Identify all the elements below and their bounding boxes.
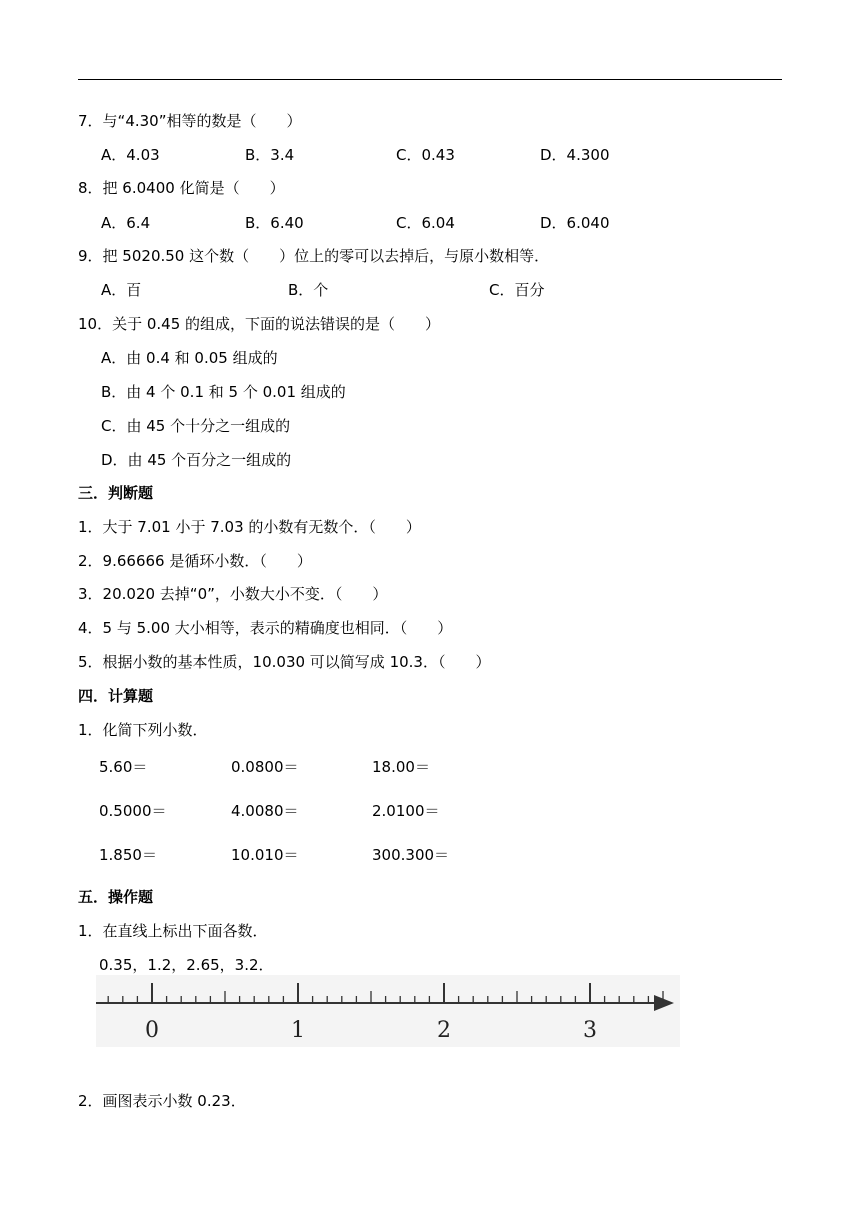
question-7-option-c: C．0.43 [396, 146, 455, 164]
number-line [96, 975, 680, 1047]
calc-item: 0.5000＝ [99, 802, 167, 820]
section-3-title: 三．判断题 [78, 484, 154, 502]
judgement-item-4: 4．5 与 5.00 大小相等，表示的精确度也相同．（ ） [78, 619, 453, 637]
operation-question-2: 2．画图表示小数 0.23． [78, 1092, 246, 1110]
numbers-to-mark: 0.35，1.2，2.65，3.2． [99, 956, 274, 974]
question-8-stem: 8．把 6.0400 化简是（ ） [78, 179, 285, 197]
question-7-option-a: A．4.03 [101, 146, 160, 164]
question-9-option-b: B．个 [288, 281, 329, 299]
question-8-option-c: C．6.04 [396, 214, 455, 232]
judgement-item-3: 3．20.020 去掉“0”，小数大小不变．（ ） [78, 585, 388, 603]
question-7-stem: 7．与“4.30”相等的数是（ ） [78, 112, 302, 130]
calc-item: 1.850＝ [99, 846, 157, 864]
tick-label-1: 1 [291, 1018, 305, 1043]
question-10-stem: 10．关于 0.45 的组成，下面的说法错误的是（ ） [78, 315, 441, 333]
question-10-option-c: C．由 45 个十分之一组成的 [101, 417, 291, 435]
question-10-option-a: A．由 0.4 和 0.05 组成的 [101, 349, 278, 367]
question-9-stem: 9．把 5020.50 这个数（ ）位上的零可以去掉后，与原小数相等． [78, 247, 550, 265]
header-rule [78, 79, 782, 80]
question-7-option-d: D．4.300 [540, 146, 610, 164]
question-8-option-b: B．6.40 [245, 214, 304, 232]
judgement-item-2: 2．9.66666 是循环小数．（ ） [78, 552, 312, 570]
question-8-option-a: A．6.4 [101, 214, 151, 232]
number-line-arrowhead [654, 995, 674, 1011]
calc-item: 0.0800＝ [231, 758, 299, 776]
question-9-option-a: A．百 [101, 281, 142, 299]
calc-item: 10.010＝ [231, 846, 299, 864]
tick-label-3: 3 [583, 1018, 597, 1043]
question-8-option-d: D．6.040 [540, 214, 610, 232]
tick-label-2: 2 [437, 1018, 451, 1043]
tick-label-0: 0 [145, 1018, 159, 1043]
calc-item: 18.00＝ [372, 758, 430, 776]
judgement-item-1: 1．大于 7.01 小于 7.03 的小数有无数个．（ ） [78, 518, 421, 536]
question-7-option-b: B．3.4 [245, 146, 295, 164]
question-9-option-c: C．百分 [489, 281, 545, 299]
section-4-title: 四．计算题 [78, 687, 154, 705]
calc-item: 5.60＝ [99, 758, 148, 776]
section-5-title: 五．操作题 [78, 888, 154, 906]
judgement-item-5: 5．根据小数的基本性质，10.030 可以简写成 10.3．（ ） [78, 653, 491, 671]
number-line-figure [96, 975, 680, 1047]
operation-question-1: 1．在直线上标出下面各数． [78, 922, 268, 940]
calc-item: 300.300＝ [372, 846, 450, 864]
question-10-option-d: D．由 45 个百分之一组成的 [101, 451, 292, 469]
calc-item: 4.0080＝ [231, 802, 299, 820]
calc-item: 2.0100＝ [372, 802, 440, 820]
calc-question-1: 1．化简下列小数． [78, 721, 208, 739]
question-10-option-b: B．由 4 个 0.1 和 5 个 0.01 组成的 [101, 383, 346, 401]
